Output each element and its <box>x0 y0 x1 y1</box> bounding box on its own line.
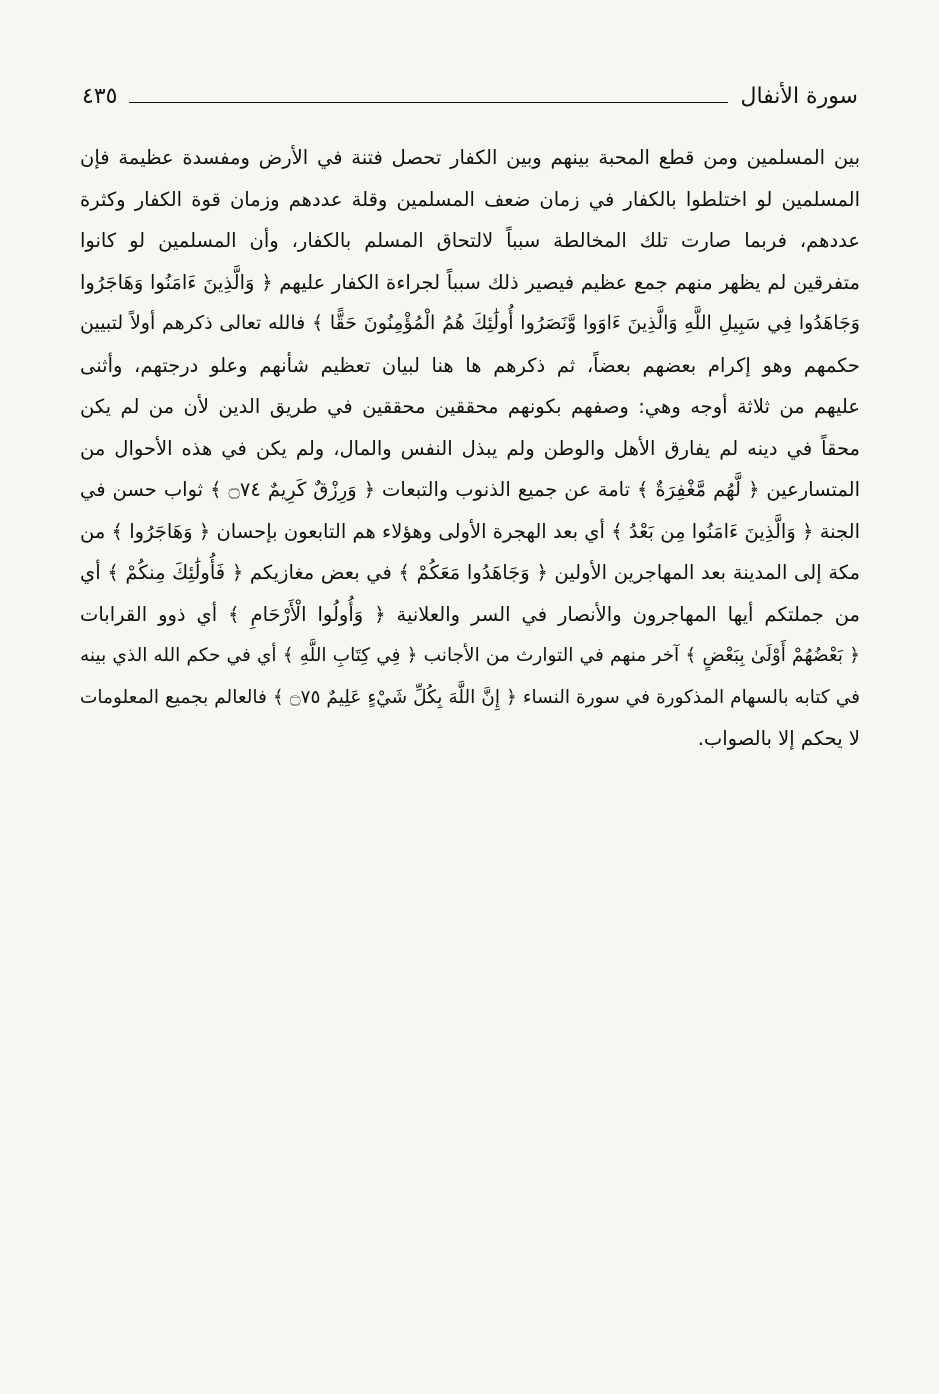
text-line: عددهم، فربما صارت تلك المخالطة سبباً لالتحاق المسلم بالكفار، وأن المسلمين لو كانوا <box>80 229 860 252</box>
text-line: مكة إلى المدينة بعد المهاجرين الأولين ﴿ وَجَاهَدُوا مَعَكُمْ ﴾ في بعض مغازيكم ﴿ فَأُولَٰئِكَ مِنكُمْ ﴾ أي <box>80 561 860 584</box>
text-line: وَجَاهَدُوا فِي سَبِيلِ اللَّهِ وَالَّذِينَ ءَاوَوا وَّنَصَرُوا أُولَٰئِكَ هُمُ الْمُؤْمِنُونَ حَقًّا ﴾ فالله تعالى ذكرهم أولاً لتبيين <box>80 312 860 334</box>
text-line: بين المسلمين ومن قطع المحبة بينهم وبين الكفار تحصل فتنة في الأرض ومفسدة عظيمة فإن <box>80 146 860 169</box>
body-text <box>80 137 860 760</box>
surah-title: سورة الأنفال <box>740 83 858 109</box>
text-line: المتسارعين ﴿ لَّهُم مَّغْفِرَةٌ ﴾ تامة عن جميع الذنوب والتبعات ﴿ وَرِزْقٌ كَرِيمٌ ۝٧٤ ﴾ ثواب حسن في <box>80 478 860 501</box>
text-line: متفرقين لم يظهر منهم جمع عظيم فيصير ذلك سبباً لجراءة الكفار عليهم ﴿ وَالَّذِينَ ءَامَنُوا وَهَاجَرُوا <box>80 270 860 294</box>
text-line: عليهم من ثلاثة أوجه وهي: وصفهم بكونهم محققين محققين في طريق الدين لأن من لم يكن <box>80 395 860 418</box>
text-line: ﴿ بَعْضُهُمْ أَوْلَىٰ بِبَعْضٍ ﴾ آخر منهم في التوارث من الأجانب ﴿ فِي كِتَابِ اللَّهِ ﴾ أي في حكم الله الذي بينه <box>80 645 860 666</box>
page-number: ٤٣٥ <box>82 83 118 109</box>
header-rule <box>129 102 728 103</box>
page-header <box>82 78 858 114</box>
text-line: من جملتكم أيها المهاجرون والأنصار في السر والعلانية ﴿ وَأُولُوا الْأَرْحَامِ ﴾ أي ذوو القرابات <box>80 602 860 626</box>
text-line: في كتابه بالسهام المذكورة في سورة النساء ﴿ إِنَّ اللَّهَ بِكُلِّ شَيْءٍ عَلِيمٌ ۝٧٥ ﴾ فالعالم بجميع المعلومات <box>80 686 860 708</box>
text-line: محقاً في دينه لم يفارق الأهل والوطن ولم يبذل النفس والمال، ولم يكن في هذه الأحوال من <box>80 436 860 460</box>
text-line: الجنة ﴿ وَالَّذِينَ ءَامَنُوا مِن بَعْدُ ﴾ أي بعد الهجرة الأولى وهؤلاء هم التابعون بإحسان ﴿ وَهَاجَرُوا ﴾ من <box>80 519 860 543</box>
text-line: لا يحكم إلا بالصواب. <box>697 727 860 750</box>
text-line: حكمهم وهو إكرام بعضهم بعضاً، ثم ذكرهم ها هنا لبيان تعظيم شأنهم وعلو درجتهم، وأثنى <box>80 353 860 377</box>
text-line: المسلمين لو اختلطوا بالكفار في زمان ضعف المسلمين وقلة عددهم وزمان قوة الكفار وكثرة <box>80 187 860 211</box>
